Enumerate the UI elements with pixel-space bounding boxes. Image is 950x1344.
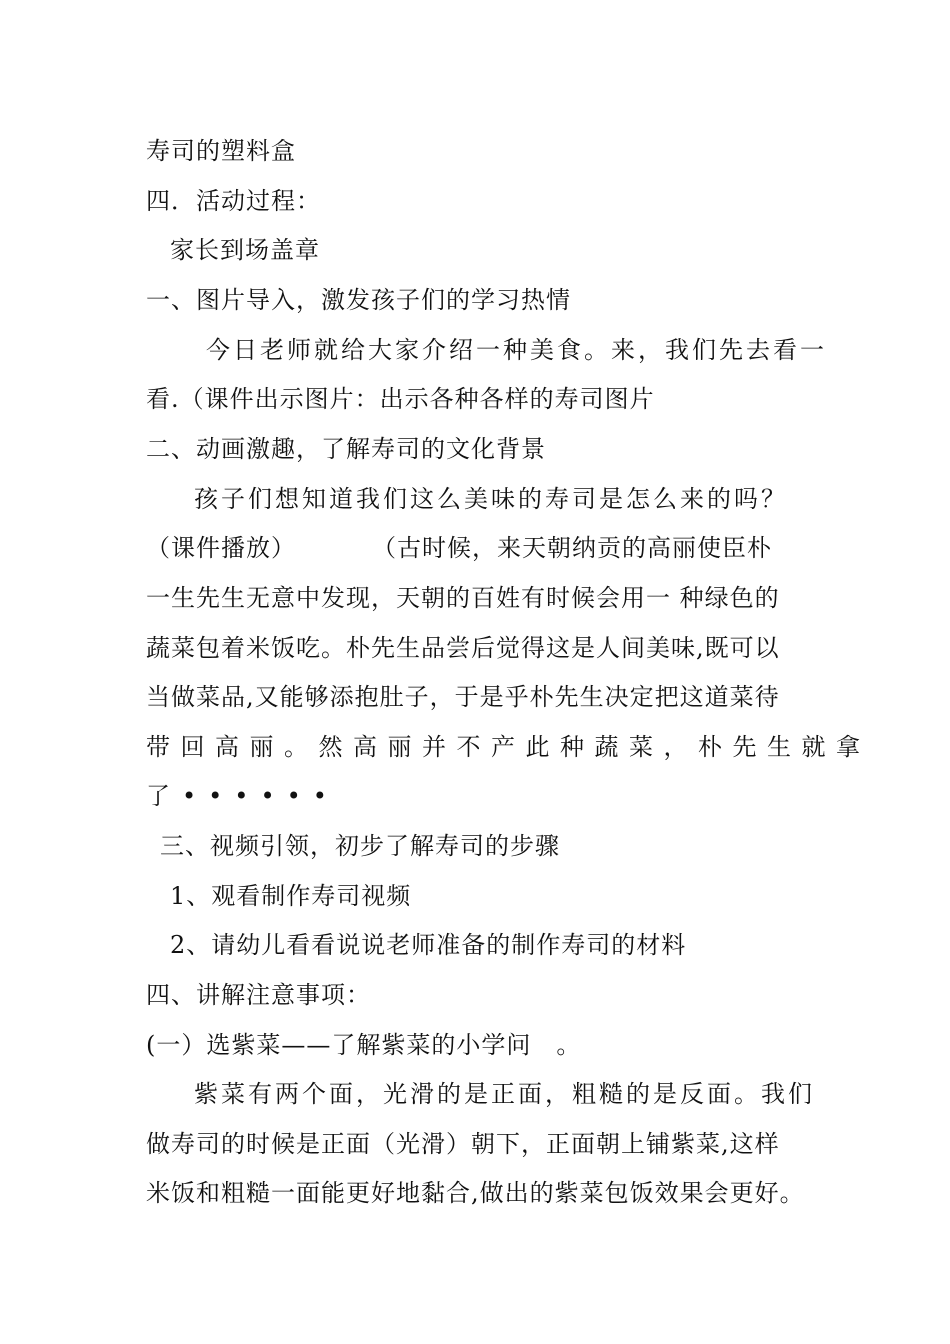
paragraph-line: 米饭和粗糙一面能更好地黏合,做出的紫菜包饭效果会更好。 bbox=[146, 1179, 805, 1207]
heading-section-one: 一、图片导入，激发孩子们的学习热情 bbox=[146, 286, 571, 314]
paragraph-line: 看.（课件出示图片：出示各种各样的寿司图片 bbox=[146, 385, 655, 413]
paragraph-line: 了•••••• bbox=[146, 782, 339, 810]
paragraph-line: 今日老师就给大家介绍一种美食。来，我们先去看一 bbox=[206, 336, 827, 364]
paragraph-line: 蔬菜包着米饭吃。朴先生品尝后觉得这是人间美味,既可以 bbox=[146, 634, 780, 662]
heading-section-three: 三、视频引领，初步了解寿司的步骤 bbox=[160, 832, 560, 860]
subheading-seaweed: (一）选紫菜——了解紫菜的小学问 。 bbox=[146, 1031, 582, 1059]
heading-section-two: 二、动画激趣，了解寿司的文化背景 bbox=[146, 435, 546, 463]
paragraph-line: 孩子们想知道我们这么美味的寿司是怎么来的吗？ bbox=[194, 485, 788, 513]
paragraph-line: 当做菜品,又能够添抱肚子，于是乎朴先生决定把这道菜待 bbox=[146, 683, 780, 711]
paragraph-line: （课件播放） （古时候，来天朝纳贡的高丽使臣朴 bbox=[146, 534, 772, 562]
text-line-materials: 寿司的塑料盒 bbox=[146, 137, 296, 165]
paragraph-line: 一生先生无意中发现，天朝的百姓有时候会用一 种绿色的 bbox=[146, 584, 780, 612]
heading-section-four: 四、讲解注意事项： bbox=[146, 981, 371, 1009]
heading-activity-process: 四．活动过程： bbox=[146, 187, 321, 215]
list-item: 1、观看制作寿司视频 bbox=[170, 882, 412, 910]
paragraph-line: 带回高丽。然高丽并不产此种蔬菜，朴先生就拿 bbox=[146, 733, 871, 761]
list-item: 2、请幼儿看看说说老师准备的制作寿司的材料 bbox=[170, 931, 687, 959]
text-line-parent-stamp: 家长到场盖章 bbox=[170, 236, 320, 264]
paragraph-line: 做寿司的时候是正面（光滑）朝下，正面朝上铺紫菜,这样 bbox=[146, 1130, 780, 1158]
paragraph-line: 紫菜有两个面，光滑的是正面，粗糙的是反面。我们 bbox=[194, 1080, 815, 1108]
